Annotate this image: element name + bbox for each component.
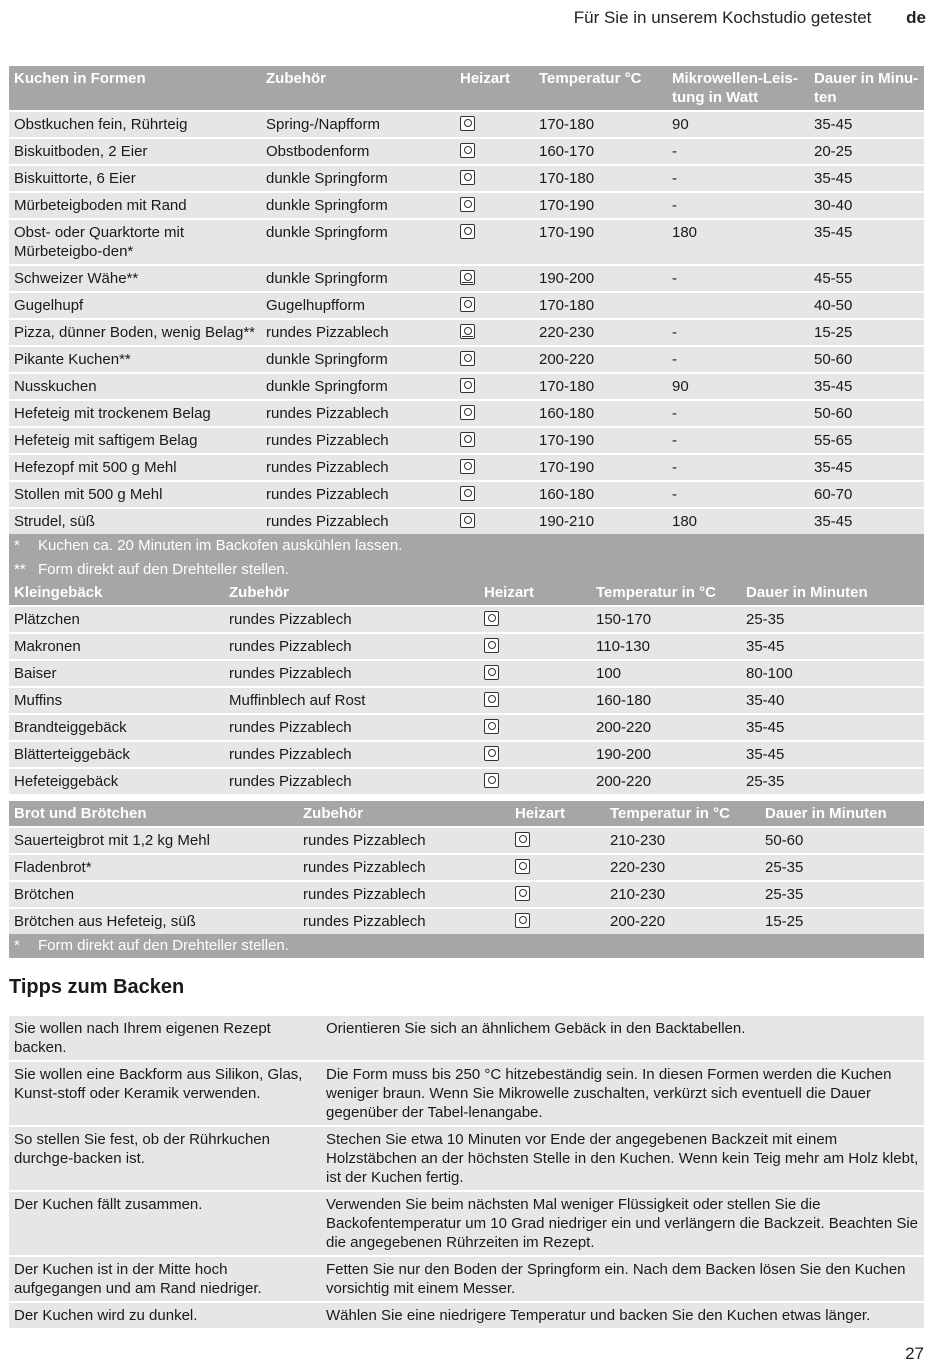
table-cell: 25-35 [760,854,924,881]
table-cell: rundes Pizzablech [261,319,455,346]
table-row [9,346,924,373]
table-cell: dunkle Springform [261,165,455,192]
table-header-row [9,66,924,111]
tips-table [9,1016,924,1328]
column-header: Heizart [479,580,591,606]
table-footnotes [9,934,924,958]
table-cell: 170-190 [534,192,667,219]
fan-heat-icon [484,638,499,653]
heating-mode-cell [479,687,591,714]
footnote-text: Kuchen ca. 20 Minuten im Backofen auskühlen lassen. [38,537,403,554]
heating-mode-cell [479,741,591,768]
table-cell: Baiser [9,660,224,687]
table-cell: 190-200 [534,265,667,292]
table-cell: 55-65 [809,427,924,454]
table-cell: 35-45 [809,165,924,192]
table-cell: 35-40 [741,687,924,714]
column-header: Zubehör [298,801,510,827]
table-row [9,908,924,934]
table-cell: Nusskuchen [9,373,261,400]
table-row [9,427,924,454]
tip-row [9,1302,924,1328]
table-row [9,768,924,794]
table-cell: 35-45 [809,508,924,534]
table-cell: Gugelhupfform [261,292,455,319]
table-cell: Obstkuchen fein, Rührteig [9,111,261,138]
tip-problem: Der Kuchen wird zu dunkel. [9,1302,321,1328]
fan-heat-icon [460,378,475,393]
table-cell: 35-45 [741,633,924,660]
fan-heat-icon [460,116,475,131]
table-cell: 15-25 [809,319,924,346]
heating-mode-cell [455,265,534,292]
table-cell: Brandteiggebäck [9,714,224,741]
tip-problem: Der Kuchen ist in der Mitte hoch aufgegangen und am Rand niedriger. [9,1256,321,1302]
column-header: Dauer in Minuten [741,580,924,606]
column-header: Kleingebäck [9,580,224,606]
table-cell: - [667,481,809,508]
fan-heat-icon [484,773,499,788]
column-header: Heizart [455,66,534,111]
table-cell: 170-180 [534,165,667,192]
footnote-text: Form direkt auf den Drehteller stellen. [38,937,289,954]
column-header: Brot und Brötchen [9,801,298,827]
table-row [9,219,924,265]
table-cell: 170-190 [534,454,667,481]
table-cell: Fladenbrot* [9,854,298,881]
table-cell: 190-200 [591,741,741,768]
table-cell: Hefeteig mit trockenem Belag [9,400,261,427]
tip-solution: Die Form muss bis 250 °C hitzebeständig sein. In diesen Formen werden die Kuchen weniger braun. Wenn Sie Mikrowelle zuschalten, verkürzt sich eventuell die Dauer gegenüber der Tabel-lenangabe. [321,1061,924,1126]
fan-heat-icon [460,459,475,474]
table-row [9,687,924,714]
table-cell: rundes Pizzablech [298,827,510,854]
heating-mode-cell [455,346,534,373]
table-cell: rundes Pizzablech [224,714,479,741]
table-cell: 170-190 [534,219,667,265]
table-cell: 200-220 [591,714,741,741]
heating-mode-cell [479,660,591,687]
fan-heat-icon [484,719,499,734]
table-cell: rundes Pizzablech [261,400,455,427]
table-cell: Brötchen [9,881,298,908]
table-cell: 25-35 [760,881,924,908]
table-cell: 190-210 [534,508,667,534]
table-row [9,192,924,219]
table-cell: 60-70 [809,481,924,508]
table-cell: 40-50 [809,292,924,319]
table-cell: dunkle Springform [261,219,455,265]
table-cell: rundes Pizzablech [224,741,479,768]
table-cell: 220-230 [605,854,760,881]
table-cell: Strudel, süß [9,508,261,534]
footnote-row [9,558,924,582]
footnote-mark: ** [14,561,26,578]
column-header: Zubehör [224,580,479,606]
heating-mode-cell [479,633,591,660]
table-cell: 20-25 [809,138,924,165]
column-header: Temperatur °C [534,66,667,111]
page-header [574,8,926,28]
table-cell: 25-35 [741,606,924,633]
table-header-row [9,580,924,606]
fan-heat-icon [484,746,499,761]
tip-problem: So stellen Sie fest, ob der Rührkuchen durchge-backen ist. [9,1126,321,1191]
table-cell: Plätzchen [9,606,224,633]
table-cell: Hefezopf mit 500 g Mehl [9,454,261,481]
table-cell: Obst- oder Quarktorte mit Mürbeteigbo-den* [9,219,261,265]
tip-problem: Sie wollen eine Backform aus Silikon, Glas, Kunst-stoff oder Keramik verwenden. [9,1061,321,1126]
table-cell: 25-35 [741,768,924,794]
table-cell: Stollen mit 500 g Mehl [9,481,261,508]
table-cell: Hefeteiggebäck [9,768,224,794]
table-cell: Biskuitboden, 2 Eier [9,138,261,165]
heating-mode-cell [455,373,534,400]
table-cell: 45-55 [809,265,924,292]
footnote-text: Form direkt auf den Drehteller stellen. [38,561,289,578]
table-cell: 160-170 [534,138,667,165]
heating-mode-cell [510,908,605,934]
fan-heat-icon [460,197,475,212]
table-cell: 200-220 [534,346,667,373]
table-cell: Hefeteig mit saftigem Belag [9,427,261,454]
table-cell: rundes Pizzablech [261,427,455,454]
table-header-row [9,801,924,827]
fan-heat-icon [460,143,475,158]
table-cell: Pikante Kuchen** [9,346,261,373]
table-cell: 170-190 [534,427,667,454]
heating-mode-cell [479,714,591,741]
table-cell: 180 [667,508,809,534]
table-row [9,854,924,881]
table-cell: 170-180 [534,292,667,319]
table-row [9,111,924,138]
table-cell: - [667,454,809,481]
table-cell: 100 [591,660,741,687]
heating-mode-cell [455,400,534,427]
table-row [9,400,924,427]
table-row [9,292,924,319]
table-row [9,633,924,660]
table-cell: - [667,138,809,165]
table-cell: Mürbeteigboden mit Rand [9,192,261,219]
table-cell: - [667,400,809,427]
table-row [9,741,924,768]
table-row [9,165,924,192]
table-cell: Makronen [9,633,224,660]
footnote-mark: * [14,937,20,954]
tips-heading: Tipps zum Backen [9,976,185,998]
heating-mode-cell [510,854,605,881]
tip-row [9,1191,924,1256]
fan-heat-icon [515,859,530,874]
table-footnotes [9,534,924,582]
table-cell: dunkle Springform [261,346,455,373]
table-cell: 170-180 [534,111,667,138]
table-cell: 35-45 [809,111,924,138]
table-cell: 35-45 [809,219,924,265]
table-cell: 15-25 [760,908,924,934]
table-cell: - [667,346,809,373]
table-row [9,881,924,908]
table-cell: 160-180 [534,481,667,508]
fan-heat-icon [460,405,475,420]
fan-heat-icon [515,913,530,928]
tip-solution: Stechen Sie etwa 10 Minuten vor Ende der angegebenen Backzeit mit einem Holzstäbchen an der höchsten Stelle in den Kuchen. Wenn kein Teig mehr am Holz klebt, ist der Kuchen fertig. [321,1126,924,1191]
tip-row [9,1126,924,1191]
fan-heat-icon [460,170,475,185]
fan-heat-icon [460,432,475,447]
brot-table [9,801,924,958]
table-cell: 170-180 [534,373,667,400]
fan-heat-icon [515,886,530,901]
table-cell: - [667,192,809,219]
table-cell: 200-220 [605,908,760,934]
table-cell: 210-230 [605,881,760,908]
fan-heat-icon [460,297,475,312]
table-cell: Obstbodenform [261,138,455,165]
fan-heat-icon [460,224,475,239]
tip-row [9,1016,924,1061]
table-cell: - [667,265,809,292]
table-cell: 200-220 [591,768,741,794]
table-row [9,265,924,292]
footnote-row [9,934,924,958]
language-code: de [906,8,926,27]
table-cell: Muffinblech auf Rost [224,687,479,714]
heating-mode-cell [479,606,591,633]
table-cell: 110-130 [591,633,741,660]
table-cell: 80-100 [741,660,924,687]
table-cell: Blätterteiggebäck [9,741,224,768]
table-row [9,319,924,346]
fan-heat-icon [484,692,499,707]
tip-problem: Sie wollen nach Ihrem eigenen Rezept backen. [9,1016,321,1061]
tip-row [9,1256,924,1302]
table-cell: 35-45 [809,373,924,400]
heating-mode-cell [455,427,534,454]
table-cell: - [667,319,809,346]
table-cell: Schweizer Wähe** [9,265,261,292]
table-cell: rundes Pizzablech [224,606,479,633]
column-header: Mikrowellen-Leis-tung in Watt [667,66,809,111]
table-cell: - [667,427,809,454]
table-cell: rundes Pizzablech [298,881,510,908]
table-row [9,714,924,741]
table-cell: 50-60 [809,346,924,373]
fan-heat-icon [460,486,475,501]
table-cell: rundes Pizzablech [298,854,510,881]
table-cell: rundes Pizzablech [224,660,479,687]
column-header: Temperatur in °C [591,580,741,606]
table-cell: - [667,165,809,192]
table-row [9,373,924,400]
table-cell: Gugelhupf [9,292,261,319]
footnote-mark: * [14,537,20,554]
heating-mode-cell [455,292,534,319]
table-cell: 180 [667,219,809,265]
column-header: Kuchen in Formen [9,66,261,111]
header-title: Für Sie in unserem Kochstudio getestet [573,8,872,27]
table-cell: 50-60 [760,827,924,854]
table-cell: Sauerteigbrot mit 1,2 kg Mehl [9,827,298,854]
table-cell: rundes Pizzablech [261,454,455,481]
bottom-heat-icon [460,270,475,285]
table-cell: 160-180 [534,400,667,427]
column-header: Heizart [510,801,605,827]
tip-problem: Der Kuchen fällt zusammen. [9,1191,321,1256]
footnote-row [9,534,924,558]
tip-solution: Wählen Sie eine niedrigere Temperatur und backen Sie den Kuchen etwas länger. [321,1302,924,1328]
table-cell: dunkle Springform [261,265,455,292]
table-cell: rundes Pizzablech [261,481,455,508]
page-number: 27 [905,1344,924,1363]
column-header: Temperatur in °C [605,801,760,827]
heating-mode-cell [455,111,534,138]
heating-mode-cell [455,219,534,265]
fan-heat-icon [460,513,475,528]
heating-mode-cell [455,192,534,219]
table-row [9,481,924,508]
kuchen-table [9,66,924,582]
table-cell: Spring-/Napfform [261,111,455,138]
tip-solution: Fetten Sie nur den Boden der Springform ein. Nach dem Backen lösen Sie den Kuchen vorsichtig mit einem Messer. [321,1256,924,1302]
table-cell: rundes Pizzablech [224,768,479,794]
table-cell: 210-230 [605,827,760,854]
table-row [9,606,924,633]
table-cell: dunkle Springform [261,373,455,400]
column-header: Dauer in Minu-ten [809,66,924,111]
table-cell: 35-45 [809,454,924,481]
table-cell [667,292,809,319]
fan-heat-icon [460,351,475,366]
table-cell: 220-230 [534,319,667,346]
heating-mode-cell [455,481,534,508]
table-row [9,508,924,534]
table-cell: 35-45 [741,714,924,741]
table-cell: Brötchen aus Hefeteig, süß [9,908,298,934]
table-cell: rundes Pizzablech [224,633,479,660]
column-header: Zubehör [261,66,455,111]
bottom-heat-icon [460,324,475,339]
fan-heat-icon [515,832,530,847]
heating-mode-cell [479,768,591,794]
table-cell: Biskuittorte, 6 Eier [9,165,261,192]
tip-row [9,1061,924,1126]
table-cell: 50-60 [809,400,924,427]
heating-mode-cell [455,508,534,534]
table-row [9,827,924,854]
tip-solution: Verwenden Sie beim nächsten Mal weniger Flüssigkeit oder stellen Sie die Backofentemperatur um 10 Grad niedriger ein und verlängern die Backzeit. Beachten Sie die angegebenen Rührzeiten im Rezept. [321,1191,924,1256]
table-cell: 35-45 [741,741,924,768]
table-row [9,454,924,481]
table-cell: 150-170 [591,606,741,633]
heating-mode-cell [455,319,534,346]
table-cell: 90 [667,111,809,138]
table-row [9,660,924,687]
heating-mode-cell [455,454,534,481]
table-cell: dunkle Springform [261,192,455,219]
kleingebaeck-table [9,580,924,794]
table-row [9,138,924,165]
heating-mode-cell [510,827,605,854]
table-cell: rundes Pizzablech [298,908,510,934]
heating-mode-cell [455,165,534,192]
heating-mode-cell [455,138,534,165]
column-header: Dauer in Minuten [760,801,924,827]
heating-mode-cell [510,881,605,908]
table-cell: 160-180 [591,687,741,714]
fan-heat-icon [484,611,499,626]
fan-heat-icon [484,665,499,680]
table-cell: Muffins [9,687,224,714]
table-cell: Pizza, dünner Boden, wenig Belag** [9,319,261,346]
tip-solution: Orientieren Sie sich an ähnlichem Gebäck in den Backtabellen. [321,1016,924,1061]
table-cell: rundes Pizzablech [261,508,455,534]
table-cell: 30-40 [809,192,924,219]
table-cell: 90 [667,373,809,400]
